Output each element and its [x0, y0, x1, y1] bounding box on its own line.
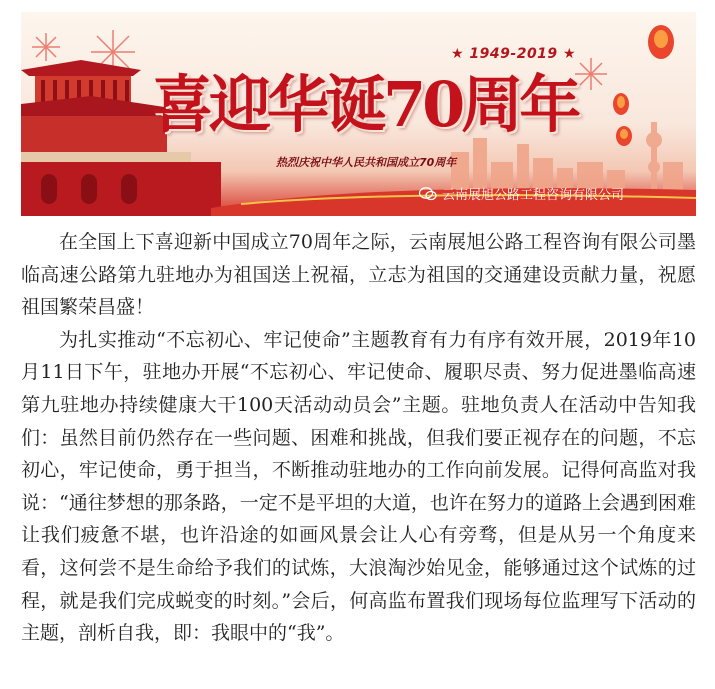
- paragraph: 在全国上下喜迎新中国成立70周年之际，云南展旭公路工程咨询有限公司墨临高速公路第九驻地办为祖国送上祝福，立志为祖国的交通建设贡献力量，祝愿祖国繁荣昌盛！: [21, 231, 696, 319]
- paragraph: 为扎实推动“不忘初心、牢记使命”主题教育有力有序有效开展，2019年10月11日下午，驻地办开展“不忘初心、牢记使命、履职尽责、努力促进墨临高速第九驻地办持续健康大干100天活动动员会”主题。驻地负责人在活动中告知我们：虽然目前仍然存在一些问题、困难和挑战，但我们要正视存在的问题，不忘初心，牢记使命，勇于担当，不断推动驻地办的工作向前发展。记得何高监对我说：“通往梦想的那条路，一定不是平坦的大道，也许在努力的道路上会遇到困难让我们疲惫不堪，也许沿途的如画风景会让人心有旁骛，但是从另一个角度来看，这何尝不是生命给予我们的试炼，大浪淘沙始见金，能够通过这个试炼的过程，就是我们完成蜕变的时刻。”会后，何高监布置我们现场每位监理写下活动的主题，剖析自我，即：我眼中的“我”。: [21, 328, 696, 645]
- banner-title: 喜迎华诞70周年: [151, 68, 578, 141]
- organization-badge: [419, 184, 624, 203]
- wechat-icon: [419, 187, 437, 201]
- celebration-banner: [21, 12, 696, 216]
- article-body: [21, 226, 696, 650]
- organization-name: 云南展旭公路工程咨询有限公司: [442, 188, 625, 203]
- lantern-icon: [613, 25, 674, 146]
- banner-subtitle: 热烈庆祝中华人民共和国成立70周年: [276, 156, 457, 169]
- years-label: ★ 1949-2019 ★: [451, 46, 577, 62]
